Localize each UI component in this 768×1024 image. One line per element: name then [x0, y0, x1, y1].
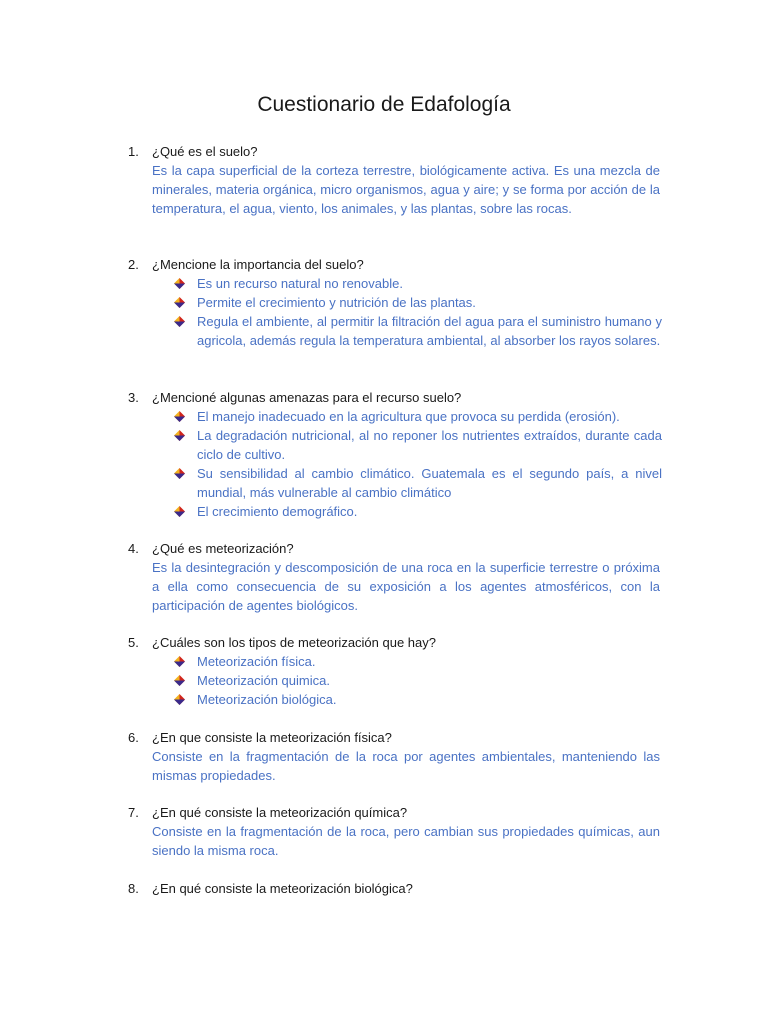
answer-text: Es la desintegración y descomposición de una roca en la superficie terrestre o próxima a ella como consecuencia de su exposición a los agentes atmosféricos, con la participación de agentes biológicos. — [152, 560, 660, 613]
arrow-bullet-icon — [174, 506, 185, 517]
bullet-text: Meteorización biológica. — [197, 692, 337, 707]
arrow-bullet-icon — [174, 656, 185, 667]
bullet-item — [172, 293, 662, 312]
answer-bullet-list — [172, 274, 662, 350]
arrow-bullet-icon — [174, 468, 185, 479]
bullet-text: Meteorización quimica. — [197, 673, 330, 688]
question-number: 3. — [128, 390, 139, 405]
arrow-bullet-icon — [174, 675, 185, 686]
question-text: ¿Qué es meteorización? — [152, 541, 294, 556]
document-title: Cuestionario de Edafología — [257, 93, 511, 116]
question-number: 5. — [128, 635, 139, 650]
bullet-text: Meteorización física. — [197, 654, 316, 669]
question-text: ¿En qué consiste la meteorización biológica? — [152, 881, 413, 896]
bullet-text: El manejo inadecuado en la agricultura que provoca su perdida (erosión). — [197, 409, 620, 424]
bullet-item — [172, 652, 662, 671]
question-text: ¿Qué es el suelo? — [152, 144, 258, 159]
bullet-text: Regula el ambiente, al permitir la filtración del agua para el suministro humano y agricola, además regula la temperatura ambiental, al absorber los rayos solares. — [197, 314, 662, 348]
bullet-item — [172, 690, 662, 709]
bullet-item — [172, 312, 662, 350]
bullet-item — [172, 274, 662, 293]
arrow-bullet-icon — [174, 297, 185, 308]
question-number: 6. — [128, 730, 139, 745]
question-text: ¿Cuáles son los tipos de meteorización que hay? — [152, 635, 436, 650]
answer-text: Consiste en la fragmentación de la roca, pero cambian sus propiedades químicas, aun siendo la misma roca. — [152, 824, 660, 858]
answer-text: Consiste en la fragmentación de la roca por agentes ambientales, manteniendo las mismas propiedades. — [152, 749, 660, 783]
question-number: 2. — [128, 257, 139, 272]
arrow-bullet-icon — [174, 278, 185, 289]
question-number: 7. — [128, 805, 139, 820]
answer-bullet-list — [172, 407, 662, 521]
bullet-item — [172, 464, 662, 502]
bullet-item — [172, 426, 662, 464]
question-text: ¿Mencione la importancia del suelo? — [152, 257, 364, 272]
question-text: ¿En que consiste la meteorización física? — [152, 730, 392, 745]
question-number: 4. — [128, 541, 139, 556]
question-number: 1. — [128, 144, 139, 159]
arrow-bullet-icon — [174, 430, 185, 441]
arrow-bullet-icon — [174, 316, 185, 327]
bullet-text: Su sensibilidad al cambio climático. Guatemala es el segundo país, a nivel mundial, más vulnerable al cambio climático — [197, 466, 662, 500]
bullet-item — [172, 671, 662, 690]
bullet-text: El crecimiento demográfico. — [197, 504, 358, 519]
bullet-item — [172, 502, 662, 521]
bullet-text: Permite el crecimiento y nutrición de las plantas. — [197, 295, 476, 310]
arrow-bullet-icon — [174, 411, 185, 422]
question-text: ¿Mencioné algunas amenazas para el recurso suelo? — [152, 390, 462, 405]
bullet-text: Es un recurso natural no renovable. — [197, 276, 403, 291]
bullet-item — [172, 407, 662, 426]
answer-text: Es la capa superficial de la corteza terrestre, biológicamente activa. Es una mezcla de minerales, materia orgánica, micro organismos, agua y aire; y se forma por acción de la temperatura, el agua, viento, los animales, y las plantas, sobre las rocas. — [152, 163, 660, 216]
arrow-bullet-icon — [174, 694, 185, 705]
question-text: ¿En qué consiste la meteorización química? — [152, 805, 408, 820]
bullet-text: La degradación nutricional, al no reponer los nutrientes extraídos, durante cada ciclo de cultivo. — [197, 428, 662, 462]
question-number: 8. — [128, 881, 139, 896]
answer-bullet-list — [172, 652, 662, 709]
